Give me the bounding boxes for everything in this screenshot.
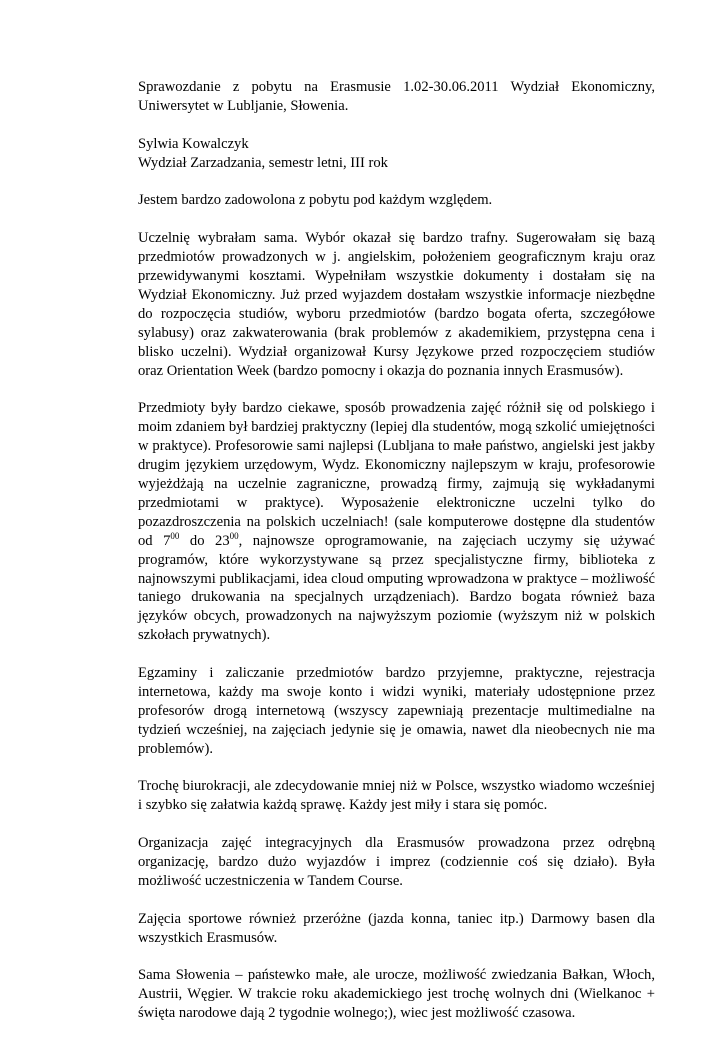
exams-paragraph: Egzaminy i zaliczanie przedmiotów bardzo przyjemne, praktyczne, rejestracja internetowa, każdy ma swoje konto i widzi wyniki, materiały udostępnione przez profesorów drogą internetową (wszyscy zapewniają prezentacje multimedialne na tydzień wcześniej, na zajęciach jedynie się je omawia, nawet dla nieobecnych nie ma problemów). bbox=[138, 665, 655, 757]
integration-paragraph: Organizacja zajęć integracyjnych dla Erasmusów prowadzona przez odrębną organizację, bardzo dużo wyjazdów i imprez (codziennie coś się działo). Była możliwość uczestniczenia w Tandem Course. bbox=[138, 835, 655, 889]
author-name: Sylwia Kowalczyk bbox=[138, 135, 249, 152]
courses-text-between: do 23 bbox=[179, 532, 230, 549]
sports-paragraph: Zajęcia sportowe również przeróżne (jazda konna, taniec itp.) Darmowy basen dla wszystkich Erasmusów. bbox=[138, 910, 655, 946]
bureaucracy-paragraph: Trochę biurokracji, ale zdecydowanie mniej niż w Polsce, wszystko wiadomo wcześniej i szybko się załatwia każdą sprawę. Każdy jest miły i stara się pomóc. bbox=[138, 778, 655, 814]
intro-paragraph: Jestem bardzo zadowolona z pobytu pod każdym względem. bbox=[138, 192, 493, 209]
courses-text-part1: Przedmioty były bardzo ciekawe, sposób prowadzenia zajęć różnił się od polskiego i moim zdaniem był bardziej praktyczny (lepiej dla studentów, mogą szkolić umiejętności w praktyce). Profesorowie sami najlepsi (Lublјana to małe państwo, angielski jest jakby drugim językiem urzędowym, Wydz. Ekonomiczny najlepszym w kraju, profesorowie wyjeżdżają na uczelnie zagraniczne, prowadzą firmy, zajmują się wykładanymi przedmiotami w praktyce). Wyposażenie elektroniczne uczelni tylko do pozazdroszczenia na polskich uczelniach! (sale komputerowe dostępne dla studentów od 7 bbox=[138, 400, 655, 549]
courses-paragraph bbox=[138, 399, 655, 645]
document-body bbox=[138, 78, 655, 1042]
university-choice-paragraph: Uczelnię wybrałam sama. Wybór okazał się bardzo trafny. Sugerowałam się bazą przedmiotów prowadzonych w j. angielskim, położeniem geograficznym kraju oraz przewidywanymi kosztami. Wypełniłam wszystkie dokumenty i dostałam się na Wydział Ekonomiczny. Już przed wyjazdem dostałam wszystkie informacje niezbędne do rozpoczęcia studiów, wyboru przedmiotów (bardzo bogata oferta, szczegółowe sylabusy) oraz zakwaterowania (brak problemów z akademikiem, przystępna cena i blisko uczelni). Wydział organizował Kursy Językowe przed rozpoczęciem studiów oraz Orientation Week (bardzo pomocny i okazja do poznania innych Erasmusów). bbox=[138, 230, 655, 379]
closing-hour-superscript: 00 bbox=[229, 530, 239, 541]
slovenia-paragraph: Sama Słowenia – państewko małe, ale urocze, możliwość zwiedzania Bałkan, Włoch, Austrii, Węgier. W trakcie roku akademickiego jest trochę wolnych dni (Wielkanoc + święta narodowe dają 2 tygodnie wolnego;), wiec jest możliwość czasowa. bbox=[138, 967, 655, 1022]
courses-text-part2: , najnowsze oprogramowanie, na zajęciach uczymy się używać programów, które wykorzystywane są przez specjalistyczne firmy, biblioteka z najnowszymi publikacjami, idea cloud omputing wprowadzona w praktyce – możliwość taniego drukowania na specjalnych urządzeniach). Bardzo bogata również baza języków obcych, prowadzonych na najwyższym poziomie (wyższym niż w polskich szkołach prywatnych). bbox=[138, 532, 655, 644]
report-title: Sprawozdanie z pobytu na Erasmusie 1.02-30.06.2011 Wydział Ekonomiczny, Uniwersytet w Lublјanie, Słowenia. bbox=[138, 79, 655, 114]
author-affiliation: Wydział Zarzadzania, semestr letni, III rok bbox=[138, 154, 388, 171]
author-block bbox=[138, 135, 655, 173]
opening-hour-superscript: 00 bbox=[170, 530, 180, 541]
